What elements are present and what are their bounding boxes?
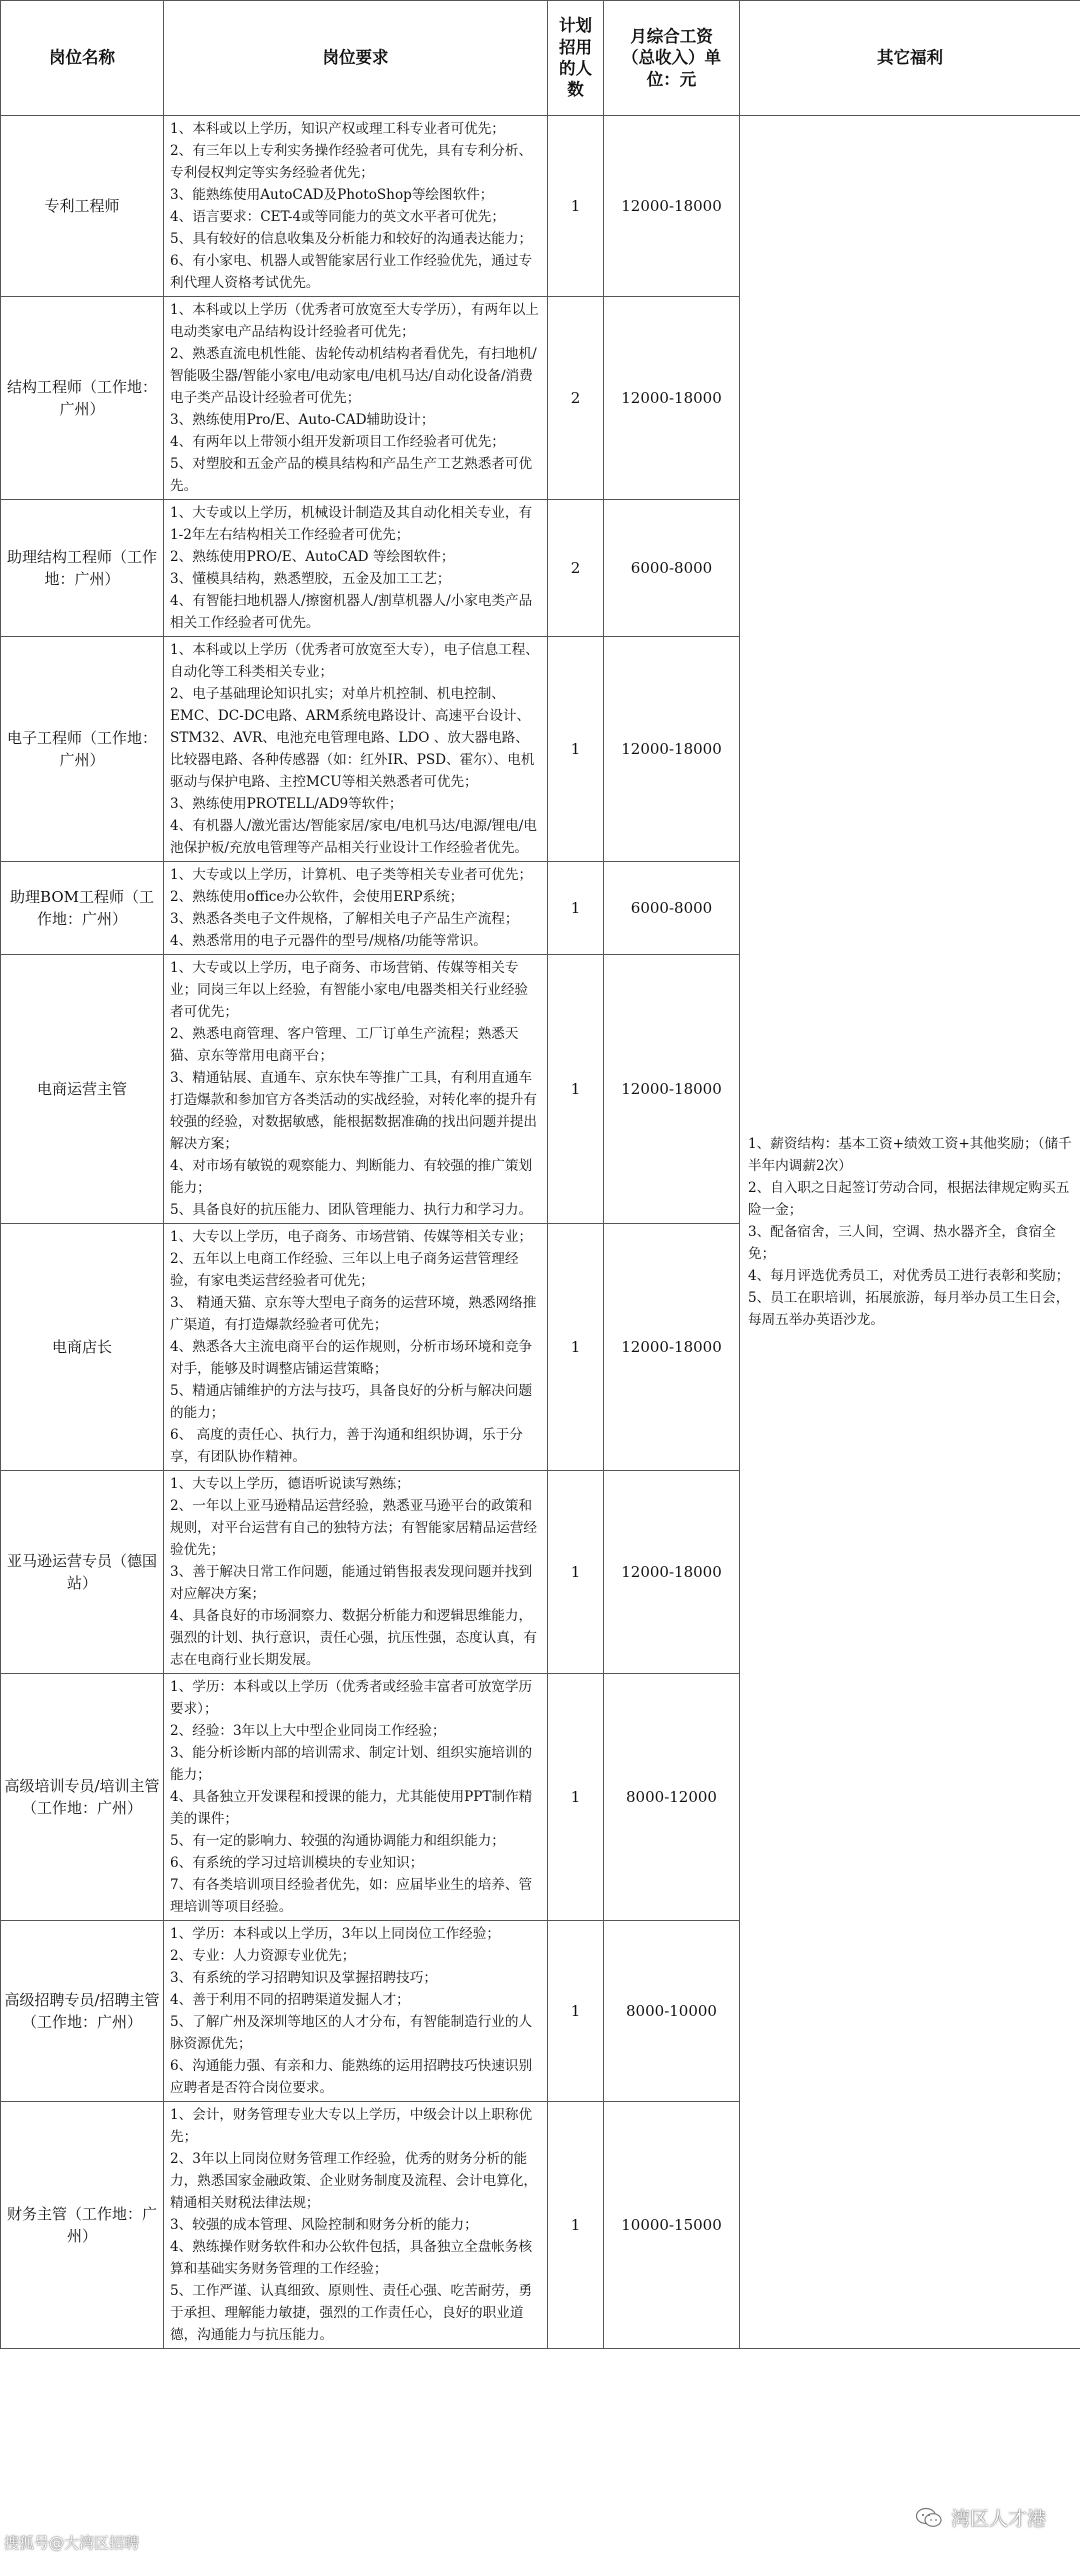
headcount: 1 bbox=[548, 955, 604, 1224]
salary-range: 12000-18000 bbox=[604, 955, 740, 1224]
requirement-item: 1、大专以上学历，电子商务、市场营销、传媒等相关专业； bbox=[170, 1229, 533, 1245]
requirement-item: 4、对市场有敏锐的观察能力、判断能力、有较强的推广策划能力； bbox=[170, 1158, 533, 1196]
position-requirements bbox=[164, 955, 548, 1224]
requirement-item: 4、熟悉各大主流电商平台的运作规则，分析市场环境和竞争对手，能够及时调整店铺运营策略； bbox=[170, 1339, 533, 1377]
requirement-item: 6、有小家电、机器人或智能家居行业工作经验优先，通过专利代理人资格考试优先。 bbox=[170, 253, 533, 291]
requirement-item: 1、大专或以上学历，机械设计制造及其自动化相关专业，有1-2年左右结构相关工作经验者可优先； bbox=[170, 505, 533, 543]
headcount: 1 bbox=[548, 862, 604, 955]
requirement-item: 3、 精通天猫、京东等大型电子商务的运营环境，熟悉网络推广渠道，有打造爆款经验者可优先； bbox=[170, 1295, 537, 1333]
headcount: 1 bbox=[548, 1224, 604, 1471]
requirement-item: 5、了解广州及深圳等地区的人才分布，有智能制造行业的人脉资源优先； bbox=[170, 2014, 533, 2052]
headcount: 1 bbox=[548, 2102, 604, 2349]
requirement-item: 1、会计，财务管理专业大专以上学历，中级会计以上职称优先； bbox=[170, 2107, 533, 2145]
headcount: 1 bbox=[548, 1674, 604, 1921]
requirement-item: 3、熟悉各类电子文件规格，了解相关电子产品生产流程； bbox=[170, 911, 519, 927]
headcount: 2 bbox=[548, 500, 604, 637]
position-name: 电子工程师（工作地：广州） bbox=[1, 637, 164, 862]
requirement-item: 2、熟悉直流电机性能、齿轮传动机结构者看优先，有扫地机/智能吸尘器/智能小家电/电动家电/电机马达/自动化设备/消费电子类产品设计经验者可优先； bbox=[170, 346, 537, 406]
requirement-item: 4、有两年以上带领小组开发新项目工作经验者可优先； bbox=[170, 434, 505, 450]
requirement-item: 3、有系统的学习招聘知识及掌握招聘技巧； bbox=[170, 1970, 437, 1986]
header-other-benefits: 其它福利 bbox=[740, 1, 1080, 116]
requirement-item: 3、熟练使用Pro/E、Auto-CAD辅助设计； bbox=[170, 412, 435, 428]
source-watermark: 搜狐号@大湾区招聘 bbox=[4, 2534, 140, 2552]
header-salary: 月综合工资（总收入）单位：元 bbox=[604, 1, 740, 116]
requirement-item: 2、熟悉电商管理、客户管理、工厂订单生产流程；熟悉天猫、京东等常用电商平台； bbox=[170, 1026, 519, 1064]
position-requirements bbox=[164, 1224, 548, 1471]
headcount: 1 bbox=[548, 116, 604, 297]
salary-range: 6000-8000 bbox=[604, 500, 740, 637]
position-name: 结构工程师（工作地：广州） bbox=[1, 297, 164, 500]
requirement-item: 1、大专以上学历，德语听说读写熟练； bbox=[170, 1476, 410, 1492]
requirement-item: 3、较强的成本管理、风险控制和财务分析的能力； bbox=[170, 2217, 478, 2233]
position-name: 电商店长 bbox=[1, 1224, 164, 1471]
requirement-item: 1、本科或以上学历（优秀者可放宽至大专），电子信息工程、自动化等工科类相关专业； bbox=[170, 642, 539, 680]
position-name: 电商运营主管 bbox=[1, 955, 164, 1224]
requirement-item: 6、 高度的责任心、执行力，善于沟通和组织协调，乐于分享，有团队协作精神。 bbox=[170, 1427, 523, 1465]
benefit-item: 5、员工在职培训，拓展旅游，每月举办员工生日会，每周五举办英语沙龙。 bbox=[748, 1290, 1070, 1328]
requirement-item: 1、本科或以上学历（优秀者可放宽至大专学历），有两年以上电动类家电产品结构设计经验者可优先； bbox=[170, 302, 539, 340]
requirement-item: 5、工作严谨、认真细致、原则性、责任心强、吃苦耐劳，勇于承担、理解能力敏捷，强烈的工作责任心，良好的职业道德，沟通能力与抗压能力。 bbox=[170, 2283, 533, 2343]
requirement-item: 6、有系统的学习过培训模块的专业知识； bbox=[170, 1855, 424, 1871]
requirement-item: 4、熟悉常用的电子元器件的型号/规格/功能等常识。 bbox=[170, 933, 487, 949]
requirement-item: 4、熟练操作财务软件和办公软件包括，具备独立全盘帐务核算和基础实务财务管理的工作经验； bbox=[170, 2239, 533, 2277]
requirement-item: 1、学历：本科或以上学历（优秀者或经验丰富者可放宽学历要求）； bbox=[170, 1679, 533, 1717]
wechat-icon bbox=[915, 2506, 943, 2530]
requirement-item: 3、懂模具结构，熟悉塑胶，五金及加工工艺； bbox=[170, 571, 451, 587]
salary-range: 10000-15000 bbox=[604, 2102, 740, 2349]
position-name: 亚马逊运营专员（德国站） bbox=[1, 1471, 164, 1674]
requirement-item: 2、有三年以上专利实务操作经验者可优先，具有专利分析、专利侵权判定等实务经验者优先； bbox=[170, 143, 533, 181]
benefit-item: 4、每月评选优秀员工，对优秀员工进行表彰和奖励； bbox=[748, 1268, 1070, 1284]
headcount: 1 bbox=[548, 1471, 604, 1674]
requirement-item: 1、本科或以上学历，知识产权或理工科专业者可优先； bbox=[170, 121, 505, 137]
salary-range: 12000-18000 bbox=[604, 1224, 740, 1471]
headcount: 2 bbox=[548, 297, 604, 500]
salary-range: 6000-8000 bbox=[604, 862, 740, 955]
requirement-item: 1、学历：本科或以上学历，3年以上同岗位工作经验； bbox=[170, 1926, 500, 1942]
requirement-item: 1、大专或以上学历，计算机、电子类等相关专业者可优先； bbox=[170, 867, 533, 883]
position-requirements bbox=[164, 2102, 548, 2349]
requirement-item: 2、五年以上电商工作经验、三年以上电子商务运营管理经验，有家电类运营经验者可优先； bbox=[170, 1251, 519, 1289]
brand-watermark-text: 湾区人才港 bbox=[950, 2508, 1046, 2530]
position-name: 财务主管（工作地：广州） bbox=[1, 2102, 164, 2349]
position-name: 专利工程师 bbox=[1, 116, 164, 297]
requirement-item: 4、有机器人/激光雷达/智能家居/家电/电机马达/电源/锂电/电池保护板/充放电管理等产品相关行业设计工作经验者优先。 bbox=[170, 818, 537, 856]
requirement-item: 5、对塑胶和五金产品的模具结构和产品生产工艺熟悉者可优先。 bbox=[170, 456, 533, 494]
requirement-item: 2、专业：人力资源专业优先； bbox=[170, 1948, 356, 1964]
requirement-item: 3、熟练使用PROTELL/AD9等软件； bbox=[170, 796, 403, 812]
requirement-item: 4、语言要求：CET-4或等同能力的英文水平者可优先； bbox=[170, 209, 505, 225]
header-headcount: 计划招用的人数 bbox=[548, 1, 604, 116]
requirement-item: 2、电子基础理论知识扎实；对单片机控制、机电控制、EMC、DC-DC电路、ARM系统电路设计、高速平台设计、STM32、AVR、电池充电管理电路、LDO 、放大器电路、比较器电路、各种传感器（如：红外IR、PSD、霍尔）、电机驱动与保护电路、主控MCU等相关熟悉者可优先； bbox=[170, 686, 535, 790]
position-requirements bbox=[164, 1674, 548, 1921]
headcount: 1 bbox=[548, 1921, 604, 2102]
headcount: 1 bbox=[548, 637, 604, 862]
header-position-name: 岗位名称 bbox=[1, 1, 164, 116]
salary-range: 12000-18000 bbox=[604, 637, 740, 862]
requirement-item: 5、具有较好的信息收集及分析能力和较好的沟通表达能力； bbox=[170, 231, 533, 247]
other-benefits bbox=[740, 116, 1080, 2349]
requirement-item: 2、一年以上亚马逊精品运营经验，熟悉亚马逊平台的政策和规则，对平台运营有自己的独特方法；有智能家居精品运营经验优先； bbox=[170, 1498, 538, 1558]
position-name: 助理BOM工程师（工作地：广州） bbox=[1, 862, 164, 955]
table-row bbox=[1, 116, 1080, 297]
requirement-item: 2、经验：3年以上大中型企业同岗工作经验； bbox=[170, 1723, 446, 1739]
position-requirements bbox=[164, 1471, 548, 1674]
requirement-item: 4、具备良好的市场洞察力、数据分析能力和逻辑思维能力，强烈的计划、执行意识，责任心强，抗压性强，态度认真，有志在电商行业长期发展。 bbox=[170, 1608, 538, 1668]
header-requirements: 岗位要求 bbox=[164, 1, 548, 116]
requirement-item: 5、有一定的影响力、较强的沟通协调能力和组织能力； bbox=[170, 1833, 505, 1849]
requirement-item: 1、大专或以上学历，电子商务、市场营销、传媒等相关专业；同岗三年以上经验，有智能小家电/电器类相关行业经验者可优先； bbox=[170, 960, 529, 1020]
requirement-item: 2、3年以上同岗位财务管理工作经验，优秀的财务分析的能力，熟悉国家金融政策、企业财务制度及流程、会计电算化，精通相关财税法律法规； bbox=[170, 2151, 538, 2211]
position-requirements bbox=[164, 297, 548, 500]
brand-watermark bbox=[915, 2504, 1046, 2531]
requirement-item: 2、熟练使用PRO/E、AutoCAD 等绘图软件； bbox=[170, 549, 455, 565]
position-name: 高级招聘专员/招聘主管（工作地：广州） bbox=[1, 1921, 164, 2102]
position-name: 高级培训专员/培训主管（工作地：广州） bbox=[1, 1674, 164, 1921]
requirement-item: 6、沟通能力强、有亲和力、能熟练的运用招聘技巧快速识别应聘者是否符合岗位要求。 bbox=[170, 2058, 533, 2096]
benefit-item: 3、配备宿舍，三人间，空调、热水器齐全，食宿全免； bbox=[748, 1224, 1056, 1262]
requirement-item: 4、有智能扫地机器人/擦窗机器人/割草机器人/小家电类产品相关工作经验者可优先。 bbox=[170, 593, 533, 631]
requirement-item: 3、能分析诊断内部的培训需求、制定计划、组织实施培训的能力； bbox=[170, 1745, 533, 1783]
position-name: 助理结构工程师（工作地：广州） bbox=[1, 500, 164, 637]
requirement-item: 3、能熟练使用AutoCAD及PhotoShop等绘图软件； bbox=[170, 187, 494, 203]
salary-range: 12000-18000 bbox=[604, 116, 740, 297]
requirement-item: 4、具备独立开发课程和授课的能力，尤其能使用PPT制作精美的课件； bbox=[170, 1789, 533, 1827]
requirement-item: 5、具备良好的抗压能力、团队管理能力、执行力和学习力。 bbox=[170, 1202, 533, 1218]
job-table-body bbox=[1, 116, 1080, 2349]
requirement-item: 5、精通店铺维护的方法与技巧，具备良好的分析与解决问题的能力； bbox=[170, 1383, 533, 1421]
position-requirements bbox=[164, 862, 548, 955]
requirement-item: 3、善于解决日常工作问题，能通过销售报表发现问题并找到对应解决方案； bbox=[170, 1564, 533, 1602]
salary-range: 12000-18000 bbox=[604, 1471, 740, 1674]
salary-range: 12000-18000 bbox=[604, 297, 740, 500]
requirement-item: 3、精通钻展、直通车、京东快车等推广工具，有利用直通车打造爆款和参加官方各类活动的实战经验，对转化率的提升有较强的经验，对数据敏感，能根据数据准确的找出问题并提出解决方案； bbox=[170, 1070, 538, 1152]
requirement-item: 2、熟练使用office办公软件，会使用ERP系统； bbox=[170, 889, 464, 905]
requirement-item: 4、善于利用不同的招聘渠道发掘人才； bbox=[170, 1992, 410, 2008]
position-requirements bbox=[164, 1921, 548, 2102]
salary-range: 8000-10000 bbox=[604, 1921, 740, 2102]
salary-range: 8000-12000 bbox=[604, 1674, 740, 1921]
benefit-item: 1、薪资结构：基本工资+绩效工资+其他奖励；（储千半年内调薪2次） bbox=[748, 1136, 1072, 1174]
position-requirements bbox=[164, 637, 548, 862]
requirement-item: 7、有各类培训项目经验者优先，如：应届毕业生的培养、管理培训等项目经验。 bbox=[170, 1877, 533, 1915]
benefit-item: 2、自入职之日起签订劳动合同，根据法律规定购买五险一金； bbox=[748, 1180, 1070, 1218]
position-requirements bbox=[164, 116, 548, 297]
header-row bbox=[1, 1, 1080, 116]
position-requirements bbox=[164, 500, 548, 637]
